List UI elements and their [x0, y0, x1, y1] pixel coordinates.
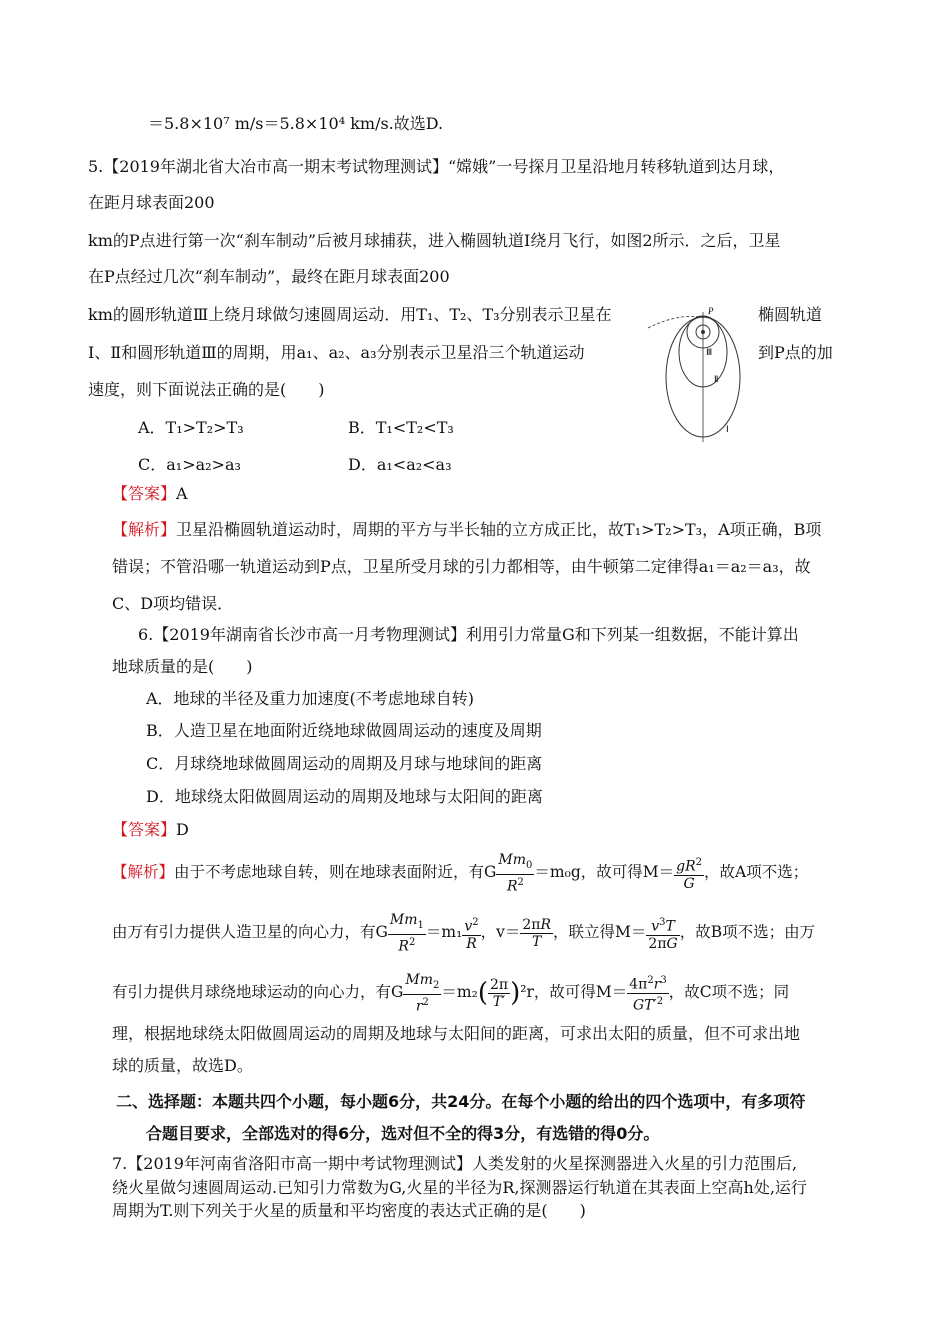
q6-stem-line-2: 地球质量的是( ) [112, 657, 253, 676]
q7-stem-line-2: 绕火星做匀速圆周运动.已知引力常数为G,火星的半径为R,探测器运行轨道在其表面上空高h处,运行 [112, 1178, 807, 1197]
q6-option-c: C．月球绕地球做圆周运动的周期及月球与地球间的距离 [146, 754, 543, 773]
section-2-heading-line-1: 二、选择题：本题共四个小题，每小题6分，共24分。在每个小题的给出的四个选项中，有多项符 [116, 1092, 806, 1111]
analysis-tag: 【解析】 [112, 863, 175, 882]
formula-fraction: $\frac{gR^2}{G}$ [676, 856, 703, 892]
q5-stem-line-4: 在P点经过几次“刹车制动”，最终在距月球表面200 [88, 267, 450, 286]
q6-analysis-line-2: 由万有引力提供人造卫星的向心力，有G $\frac{Mm_1}{R^2}$ ＝m₁ $\frac{v^2}{R}$ ，v＝ $\frac{2\pi R}{T}$ ，联立得M＝ $\frac{v^3T}{2\pi G}$ ，故B项不选；由万 [112, 912, 816, 955]
q5-stem-line-5: km的圆形轨道Ⅲ上绕月球做匀速圆周运动．用T₁、T₂、T₃分别表示卫星在 [88, 305, 612, 324]
section-2-heading-line-2: 合题目要求，全部选对的得6分，选对但不全的得3分，有选错的得0分。 [146, 1124, 660, 1143]
q5-stem-line-3: km的P点进行第一次“刹车制动”后被月球捕获，进入椭圆轨道Ⅰ绕月飞行，如图2所示．之后，卫星 [88, 231, 781, 250]
q6-analysis-line-4: 理，根据地球绕太阳做圆周运动的周期及地球与太阳间的距离，可求出太阳的质量，但不可求出地 [112, 1024, 801, 1043]
formula-fraction: $\frac{v^3T}{2\pi G}$ [648, 916, 678, 952]
q5-stem-line-5-right: 椭圆轨道 [758, 305, 823, 324]
answer-value: D [176, 820, 189, 839]
answer-tag: 【答案】 [112, 484, 177, 503]
q5-stem-line-7: 速度，则下面说法正确的是( ) [88, 380, 325, 399]
q5-stem-line-6-right: 到P点的加 [758, 343, 833, 362]
label-iii: Ⅲ [706, 347, 713, 357]
label-i: Ⅰ [726, 424, 729, 434]
answer-tag: 【答案】 [112, 820, 177, 839]
q5-answer [112, 484, 188, 504]
formula-fraction: $\frac{Mm_0}{R^2}$ [498, 852, 533, 895]
q6-option-a: A．地球的半径及重力加速度(不考虑地球自转) [146, 689, 475, 708]
q6-answer [112, 820, 189, 840]
q5-analysis-line-2: 错误；不管沿哪一轨道运动到P点，卫星所受月球的引力都相等，由牛顿第二定律得a₁＝a₂＝a₃，故 [112, 557, 811, 576]
q6-analysis-line-5: 球的质量，故选D。 [112, 1056, 253, 1075]
formula-fraction: $\frac{Mm_2}{r^2}$ [405, 972, 440, 1015]
q7-stem-line-3: 周期为T.则下列关于火星的质量和平均密度的表达式正确的是( ) [112, 1201, 586, 1220]
formula-fraction: $\frac{4\pi^2r^3}{GT'^2}$ [629, 975, 667, 1014]
formula-fraction: $\frac{Mm_1}{R^2}$ [389, 912, 424, 955]
q5-stem-line-2: 在距月球表面200 [88, 193, 215, 212]
formula-fraction: $\frac{v^2}{R}$ [464, 916, 479, 952]
q6-option-b: B．人造卫星在地面附近绕地球做圆周运动的速度及周期 [146, 721, 542, 740]
formula-fraction: $\frac{2\pi R}{T}$ [522, 916, 552, 950]
q5-option-c: C．a₁>a₂>a₃ [138, 455, 241, 474]
q6-option-d: D．地球绕太阳做圆周运动的周期及地球与太阳间的距离 [146, 787, 543, 806]
q7-stem-line-1: 7.【2019年河南省洛阳市高一期中考试物理测试】人类发射的火星探测器进入火星的引力范围后, [112, 1154, 798, 1173]
label-p: P [708, 306, 714, 316]
q5-analysis-line-1: 【解析】卫星沿椭圆轨道运动时，周期的平方与半长轴的立方成正比，故T₁>T₂>T₃，A项正确，B项 [112, 520, 822, 539]
q5-option-b: B．T₁<T₂<T₃ [348, 418, 454, 437]
prev-answer-line: ＝5.8×10⁷ m/s＝5.8×10⁴ km/s.故选D. [148, 114, 444, 133]
analysis-tag: 【解析】 [112, 520, 177, 539]
q6-stem-line-1: 6.【2019年湖南省长沙市高一月考物理测试】利用引力常量G和下列某一组数据，不能计算出 [138, 625, 799, 644]
answer-value: A [176, 484, 188, 503]
q5-stem-line-1: 5.【2019年湖北省大冶市高一期末考试物理测试】“嫦娥”一号探月卫星沿地月转移轨道到达月球， [88, 157, 785, 176]
q5-analysis-line-3: C、D项均错误． [112, 594, 234, 613]
formula-fraction: $\frac{2\pi}{T'}$ [489, 976, 509, 1010]
orbit-figure [640, 302, 750, 442]
q5-option-a: A．T₁>T₂>T₃ [138, 418, 244, 437]
q6-analysis-line-1: 【解析】由于不考虑地球自转，则在地球表面附近，有G $\frac{Mm_0}{R^2}$ ＝m₀g，故可得M＝ $\frac{gR^2}{G}$ ，故A项不选； [112, 852, 809, 895]
q6-analysis-line-3: 有引力提供月球绕地球运动的向心力，有G $\frac{Mm_2}{r^2}$ ＝m₂( $\frac{2\pi}{T'}$ )²r，故可得M＝ $\frac{4\pi^2r^3}{GT'^2}$ ，故C项不选；同 [112, 972, 790, 1015]
q5-option-d: D．a₁<a₂<a₃ [348, 455, 452, 474]
label-ii: Ⅱ [714, 374, 719, 384]
q5-stem-line-6: Ⅰ、Ⅱ和圆形轨道Ⅲ的周期，用a₁、a₂、a₃分别表示卫星沿三个轨道运动 [88, 343, 585, 362]
